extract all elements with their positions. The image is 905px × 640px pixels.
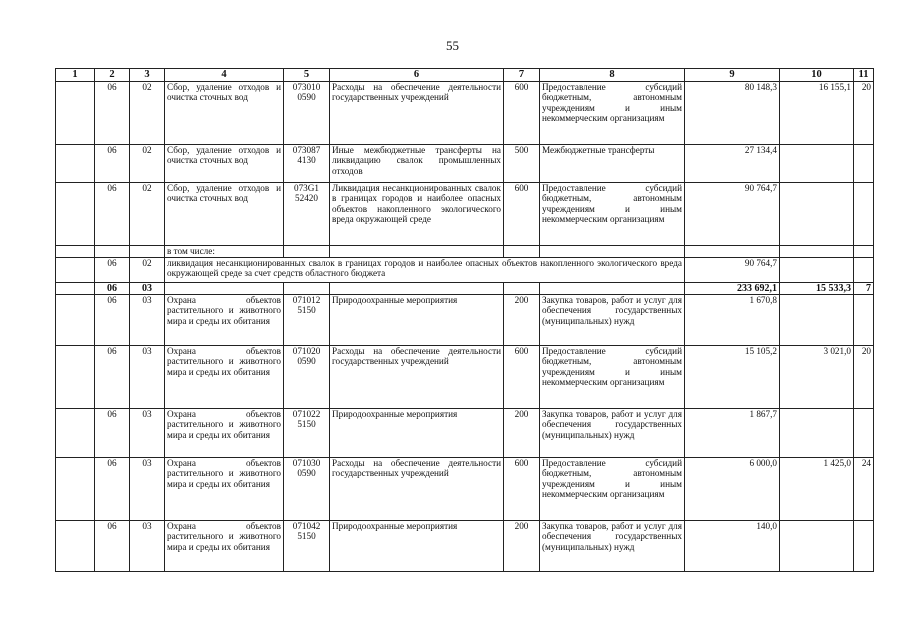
cell-name: Охрана объектов растительного и животного мира и среды их обитания <box>165 458 284 521</box>
cell-amount-2 <box>780 183 854 246</box>
cell-type-code: 600 <box>504 458 540 521</box>
cell-amount: 15 105,2 <box>685 346 780 409</box>
table-row <box>56 183 874 246</box>
cell-amount-2 <box>780 409 854 458</box>
cell-empty <box>56 346 95 409</box>
header-row <box>56 69 874 82</box>
cell-name: Сбор, удаление отходов и очистка сточных вод <box>165 82 284 145</box>
cell-name: Охрана объектов растительного и животного мира и среды их обитания <box>165 295 284 346</box>
cell-amount: 90 764,7 <box>685 183 780 246</box>
cell-empty <box>685 246 780 258</box>
cell-empty <box>56 82 95 145</box>
cell-including: в том числе: <box>165 246 284 258</box>
cell-subsection: 03 <box>130 458 165 521</box>
table-row <box>56 258 874 283</box>
cell-amount-2 <box>780 145 854 183</box>
cell-section: 06 <box>95 82 130 145</box>
code-part-2: 5150 <box>297 419 316 430</box>
cell-subsection: 03 <box>130 521 165 572</box>
cell-subsection: 02 <box>130 258 165 283</box>
cell-empty <box>330 283 504 295</box>
cell-amount-2: 16 155,1 <box>780 82 854 145</box>
code-part-2: 4130 <box>297 155 316 166</box>
table-row <box>56 346 874 409</box>
cell-percent <box>854 183 874 246</box>
code-part-1: 071022 <box>292 409 321 419</box>
cell-name: Охрана объектов растительного и животного мира и среды их обитания <box>165 521 284 572</box>
code-part-1: 073G1 <box>293 183 319 193</box>
table-row <box>56 521 874 572</box>
table-row <box>56 82 874 145</box>
cell-section: 06 <box>95 295 130 346</box>
cell-amount: 27 134,4 <box>685 145 780 183</box>
cell-name: Сбор, удаление отходов и очистка сточных вод <box>165 183 284 246</box>
cell-empty <box>284 283 330 295</box>
cell-empty <box>56 258 95 283</box>
cell-wide-description: ликвидация несанкционированных свалок в границах городов и наиболее опасных объектов накопленного экологического вреда окружающей среде за счет средств областного бюджета <box>165 258 685 283</box>
cell-subsection: 03 <box>130 409 165 458</box>
code-part-1: 073087 <box>292 145 321 155</box>
header-col-11: 11 <box>854 69 874 82</box>
table-row <box>56 145 874 183</box>
cell-section: 06 <box>95 409 130 458</box>
cell-expense-name: Ликвидация несанкционированных свалок в границах городов и наиболее опасных объектов накопленного экологического вреда окружающей среде <box>330 183 504 246</box>
cell-empty <box>56 295 95 346</box>
cell-amount: 80 148,3 <box>685 82 780 145</box>
cell-empty <box>540 246 685 258</box>
cell-amount: 6 000,0 <box>685 458 780 521</box>
table-row <box>56 295 874 346</box>
cell-amount: 1 670,8 <box>685 295 780 346</box>
cell-amount-2 <box>780 295 854 346</box>
header-col-7: 7 <box>504 69 540 82</box>
cell-code <box>284 521 330 572</box>
cell-empty <box>540 283 685 295</box>
cell-empty <box>504 246 540 258</box>
table-row <box>56 458 874 521</box>
cell-type-name: Предоставление субсидий бюджетным, автономным учреждениям и иным некоммерческим организациям <box>540 183 685 246</box>
budget-table <box>55 68 874 572</box>
subtotal-row <box>56 283 874 295</box>
cell-section: 06 <box>95 458 130 521</box>
cell-type-code: 600 <box>504 346 540 409</box>
cell-empty <box>56 283 95 295</box>
cell-section: 06 <box>95 145 130 183</box>
code-part-2: 0590 <box>297 468 316 479</box>
cell-empty <box>854 246 874 258</box>
cell-amount-2: 3 021,0 <box>780 346 854 409</box>
cell-amount-2: 15 533,3 <box>780 283 854 295</box>
cell-empty <box>95 246 130 258</box>
cell-expense-name: Природоохранные мероприятия <box>330 521 504 572</box>
cell-empty <box>56 409 95 458</box>
page-number: 55 <box>446 38 459 53</box>
cell-empty <box>780 258 854 283</box>
cell-percent: 24 <box>854 458 874 521</box>
cell-amount-2 <box>780 521 854 572</box>
cell-type-name: Закупка товаров, работ и услуг для обеспечения государственных (муниципальных) нужд <box>540 295 685 346</box>
cell-empty <box>56 521 95 572</box>
cell-amount: 1 867,7 <box>685 409 780 458</box>
code-part-2: 0590 <box>297 92 316 103</box>
cell-expense-name: Иные межбюджетные трансферты на ликвидацию свалок промышленных отходов <box>330 145 504 183</box>
cell-empty <box>56 183 95 246</box>
cell-empty <box>165 283 284 295</box>
cell-code <box>284 295 330 346</box>
cell-name: Охрана объектов растительного и животного мира и среды их обитания <box>165 346 284 409</box>
header-col-9: 9 <box>685 69 780 82</box>
cell-percent: 7 <box>854 283 874 295</box>
cell-amount: 233 692,1 <box>685 283 780 295</box>
header-col-3: 3 <box>130 69 165 82</box>
cell-percent: 20 <box>854 82 874 145</box>
cell-empty <box>284 246 330 258</box>
cell-percent <box>854 409 874 458</box>
cell-type-name: Предоставление субсидий бюджетным, автономным учреждениям и иным некоммерческим организациям <box>540 458 685 521</box>
code-part-1: 071042 <box>292 521 321 531</box>
table-row <box>56 246 874 258</box>
cell-expense-name: Расходы на обеспечение деятельности государственных учреждений <box>330 82 504 145</box>
header-col-6: 6 <box>330 69 504 82</box>
cell-code <box>284 346 330 409</box>
cell-type-code: 200 <box>504 295 540 346</box>
cell-amount: 140,0 <box>685 521 780 572</box>
cell-section: 06 <box>95 183 130 246</box>
code-part-1: 071020 <box>292 346 321 356</box>
cell-expense-name: Природоохранные мероприятия <box>330 295 504 346</box>
cell-empty <box>56 246 95 258</box>
header-col-4: 4 <box>165 69 284 82</box>
code-part-1: 073010 <box>292 82 321 92</box>
header-col-1: 1 <box>56 69 95 82</box>
cell-section: 06 <box>95 283 130 295</box>
cell-code <box>284 409 330 458</box>
cell-type-code: 600 <box>504 183 540 246</box>
cell-percent <box>854 295 874 346</box>
code-part-2: 5150 <box>297 531 316 542</box>
header-col-8: 8 <box>540 69 685 82</box>
cell-type-name: Закупка товаров, работ и услуг для обеспечения государственных (муниципальных) нужд <box>540 521 685 572</box>
cell-name: Охрана объектов растительного и животного мира и среды их обитания <box>165 409 284 458</box>
cell-expense-name: Расходы на обеспечение деятельности государственных учреждений <box>330 346 504 409</box>
cell-amount: 90 764,7 <box>685 258 780 283</box>
cell-type-code: 600 <box>504 82 540 145</box>
cell-empty <box>854 258 874 283</box>
cell-empty <box>504 283 540 295</box>
cell-subsection: 02 <box>130 82 165 145</box>
cell-subsection: 02 <box>130 183 165 246</box>
cell-type-name: Предоставление субсидий бюджетным, автономным учреждениям и иным некоммерческим организациям <box>540 82 685 145</box>
cell-type-name: Закупка товаров, работ и услуг для обеспечения государственных (муниципальных) нужд <box>540 409 685 458</box>
cell-empty <box>56 458 95 521</box>
header-col-10: 10 <box>780 69 854 82</box>
cell-expense-name: Расходы на обеспечение деятельности государственных учреждений <box>330 458 504 521</box>
cell-type-name: Межбюджетные трансферты <box>540 145 685 183</box>
cell-type-name: Предоставление субсидий бюджетным, автономным учреждениям и иным некоммерческим организациям <box>540 346 685 409</box>
cell-percent <box>854 145 874 183</box>
cell-empty <box>780 246 854 258</box>
cell-code <box>284 145 330 183</box>
cell-code <box>284 458 330 521</box>
cell-expense-name: Природоохранные мероприятия <box>330 409 504 458</box>
code-part-1: 071030 <box>292 458 321 468</box>
code-part-2: 52420 <box>295 193 318 204</box>
cell-empty <box>56 145 95 183</box>
cell-code <box>284 82 330 145</box>
cell-subsection: 03 <box>130 346 165 409</box>
cell-code <box>284 183 330 246</box>
header-col-2: 2 <box>95 69 130 82</box>
cell-section: 06 <box>95 258 130 283</box>
cell-section: 06 <box>95 521 130 572</box>
cell-empty <box>330 246 504 258</box>
code-part-1: 071012 <box>292 295 321 305</box>
table-row <box>56 409 874 458</box>
code-part-2: 5150 <box>297 305 316 316</box>
header-col-5: 5 <box>284 69 330 82</box>
code-part-2: 0590 <box>297 356 316 367</box>
cell-type-code: 200 <box>504 409 540 458</box>
cell-name: Сбор, удаление отходов и очистка сточных вод <box>165 145 284 183</box>
cell-subsection: 03 <box>130 295 165 346</box>
cell-amount-2: 1 425,0 <box>780 458 854 521</box>
cell-percent: 20 <box>854 346 874 409</box>
cell-section: 06 <box>95 346 130 409</box>
cell-type-code: 500 <box>504 145 540 183</box>
cell-empty <box>130 246 165 258</box>
cell-type-code: 200 <box>504 521 540 572</box>
cell-subsection: 02 <box>130 145 165 183</box>
cell-percent <box>854 521 874 572</box>
cell-subsection: 03 <box>130 283 165 295</box>
